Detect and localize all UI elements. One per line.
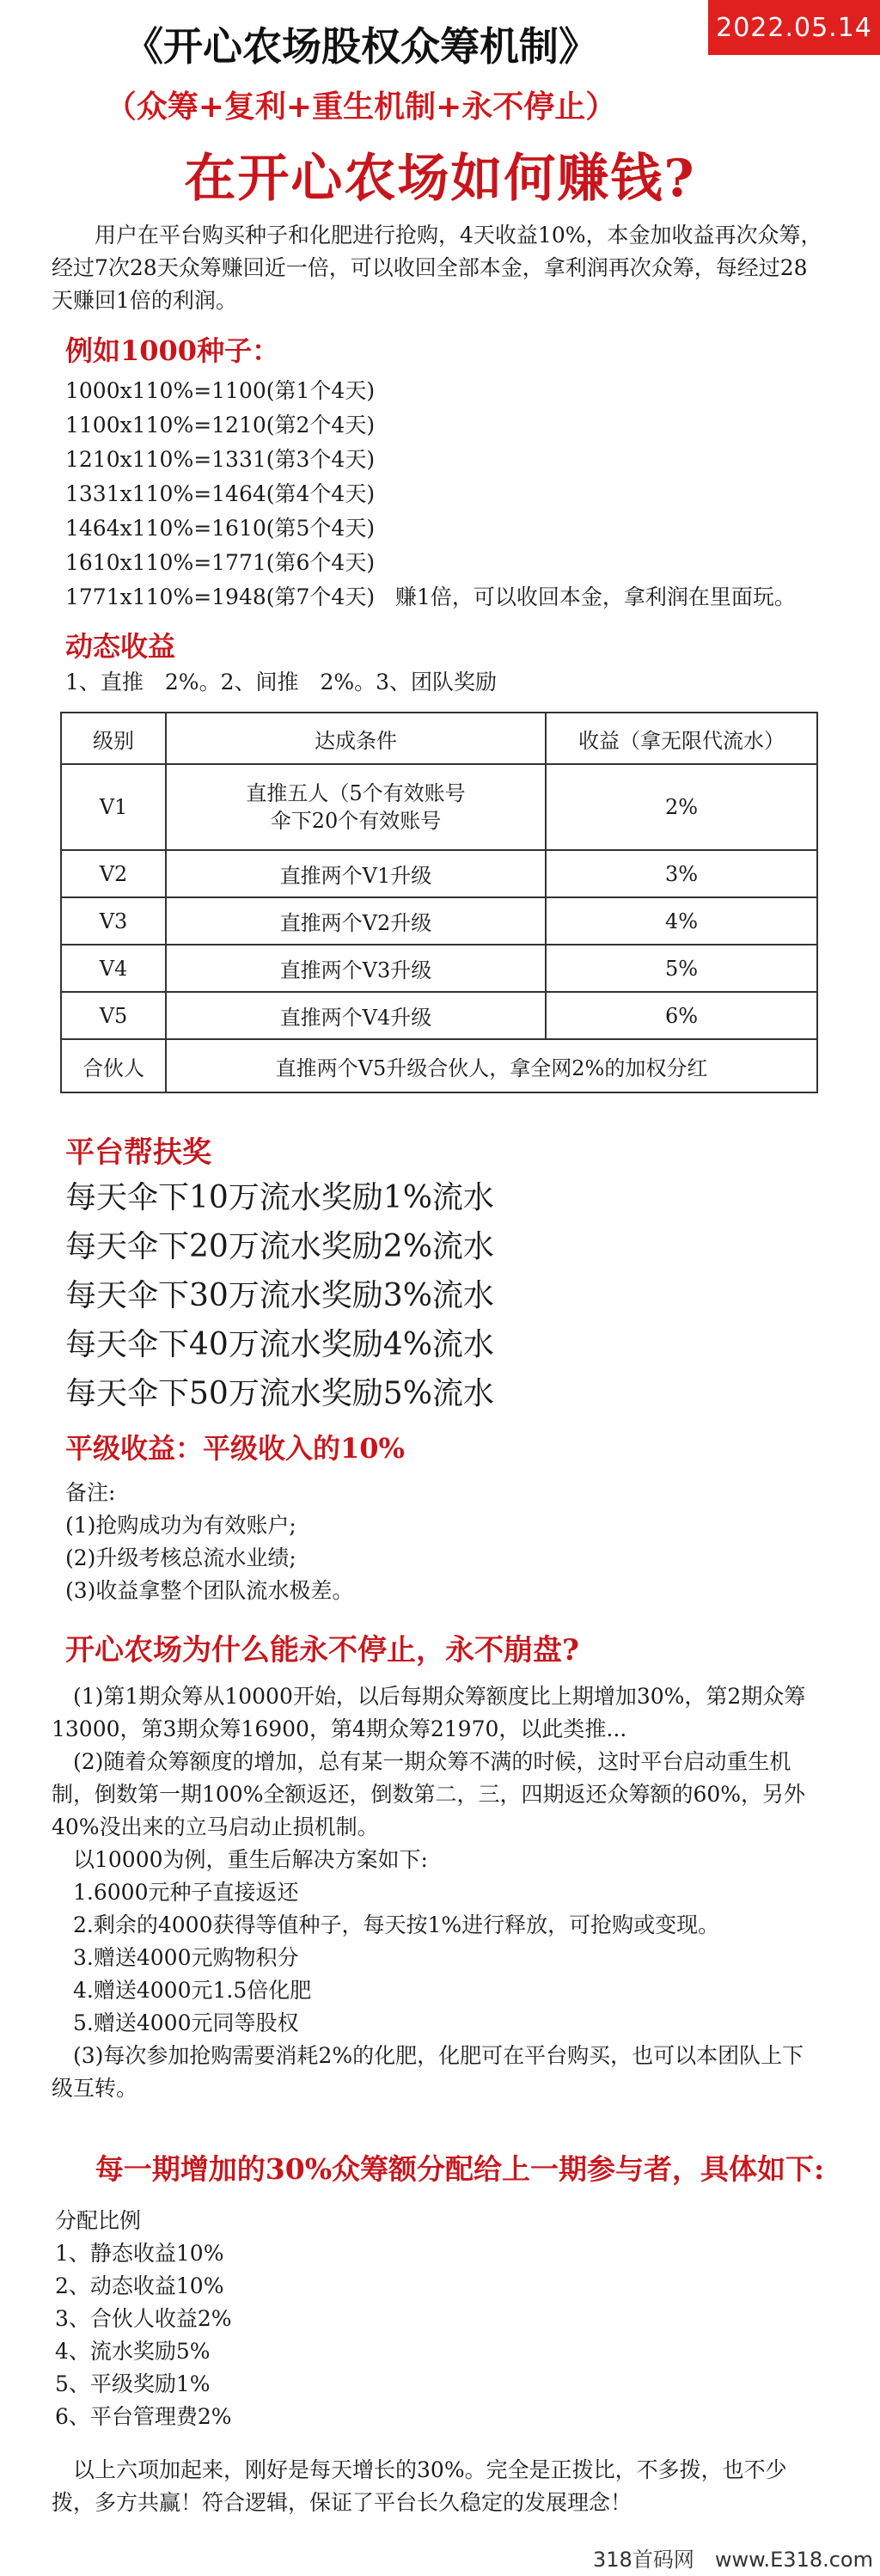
- distribution-item: 1、静态收益10%: [55, 2241, 224, 2266]
- level-table: [60, 712, 818, 1093]
- why-line: (1)第1期众筹从10000开始，以后每期众筹额度比上期增加30%，第2期众筹: [52, 1684, 806, 1709]
- why-line: 级互转。: [52, 2076, 138, 2101]
- row-reward: 6%: [546, 992, 817, 1039]
- calc-line: 1610x110%=1771(第6个4天): [65, 550, 376, 575]
- table-row-partner: [61, 1039, 817, 1092]
- table-row: [61, 764, 817, 850]
- why-line: 3.赠送4000元购物积分: [52, 1945, 299, 1970]
- header-level: 级别: [61, 713, 166, 764]
- headline: 在开心农场如何赚钱?: [184, 149, 696, 209]
- distribution-closing: [52, 2454, 868, 2519]
- distribution-item: 4、流水奖励5%: [55, 2339, 211, 2364]
- table-row: [61, 850, 817, 897]
- note-line: (1)抢购成功为有效账户;: [65, 1513, 296, 1538]
- why-line: 2.剩余的4000获得等值种子，每天按1%进行释放，可抢购或变现。: [52, 1912, 720, 1937]
- row-condition: 直推两个V4升级: [166, 992, 546, 1039]
- distribution-list: [55, 2205, 232, 2433]
- why-line: 1.6000元种子直接返还: [52, 1880, 299, 1905]
- intro-line: 天赚回1倍的利润。: [52, 288, 237, 313]
- date-badge: 2022.05.14: [708, 0, 880, 55]
- why-paragraphs: [52, 1680, 868, 2105]
- note-line: (2)升级考核总流水业绩;: [65, 1545, 296, 1570]
- peer-heading: 平级收益：平级收入的10%: [65, 1432, 405, 1465]
- support-list: [65, 1173, 494, 1418]
- why-line: (2)随着众筹额度的增加，总有某一期众筹不满的时候，这时平台启动重生机: [52, 1749, 791, 1774]
- row-reward: 5%: [546, 945, 817, 992]
- why-line: (3)每次参加抢购需要消耗2%的化肥，化肥可在平台购买，也可以本团队上下: [52, 2043, 804, 2068]
- row-reward: 3%: [546, 850, 817, 897]
- support-line: 每天伞下50万流水奖励5%流水: [65, 1376, 494, 1411]
- row-reward: 4%: [546, 897, 817, 945]
- calc-line: 1000x110%=1100(第1个4天): [65, 378, 376, 403]
- support-line: 每天伞下40万流水奖励4%流水: [65, 1327, 494, 1362]
- dynamic-line: 1、直推 2%。2、间推 2%。3、团队奖励: [65, 670, 498, 694]
- why-line: 5.赠送4000元同等股权: [52, 2010, 299, 2035]
- calc-line: 1100x110%=1210(第2个4天): [65, 413, 376, 437]
- row-condition: 直推两个V2升级: [166, 897, 546, 945]
- row-level: V4: [61, 945, 166, 992]
- row-condition: 直推两个V1升级: [166, 850, 546, 897]
- closing-line: 以上六项加起来，刚好是每天增长的30%。完全是正拨比，不多拨，也不少: [52, 2457, 787, 2482]
- peer-notes: [65, 1477, 353, 1607]
- note-line: (3)收益拿整个团队流水极差。: [65, 1578, 354, 1603]
- intro-paragraph: [52, 219, 859, 317]
- row-level: 合伙人: [61, 1039, 166, 1092]
- intro-line: 用户在平台购买种子和化肥进行抢购，4天收益10%，本金加收益再次众筹，: [52, 223, 822, 248]
- condition-line: 伞下20个有效账号: [270, 809, 442, 833]
- distribution-item: 5、平级奖励1%: [55, 2371, 211, 2396]
- table-row: [61, 992, 817, 1039]
- row-reward: 2%: [546, 764, 817, 850]
- distribution-item: 3、合伙人收益2%: [55, 2306, 232, 2331]
- row-level: V1: [61, 764, 166, 850]
- header-reward: 收益（拿无限代流水）: [546, 713, 817, 764]
- header-condition: 达成条件: [166, 713, 546, 764]
- why-heading: 开心农场为什么能永不停止，永不崩盘?: [65, 1633, 579, 1667]
- support-heading: 平台帮扶奖: [65, 1135, 211, 1170]
- calc-line: 1464x110%=1610(第5个4天): [65, 516, 376, 541]
- table-header-row: [61, 713, 817, 764]
- intro-line: 经过7次28天众筹赚回近一倍，可以收回全部本金，拿利润再次众筹，每经过28: [52, 255, 808, 280]
- calc-line: 1331x110%=1464(第4个4天): [65, 481, 376, 506]
- distribution-title: 分配比例: [55, 2208, 142, 2233]
- calc-line: 1210x110%=1331(第3个4天): [65, 447, 376, 472]
- why-line: 40%没出来的立马启动止损机制。: [52, 1814, 379, 1839]
- row-condition: [166, 764, 546, 850]
- row-level: V5: [61, 992, 166, 1039]
- distribution-item: 6、平台管理费2%: [55, 2404, 232, 2429]
- row-level: V3: [61, 897, 166, 945]
- why-line: 制，倒数第一期100%全额返还，倒数第二，三，四期返还众筹额的60%，另外: [52, 1782, 806, 1807]
- example-calculations: [65, 374, 375, 615]
- site-watermark: 318首码网 www.E318.com: [593, 2548, 873, 2572]
- support-line: 每天伞下30万流水奖励3%流水: [65, 1278, 494, 1313]
- row-condition: 直推两个V3升级: [166, 945, 546, 992]
- page-subtitle: （众筹+复利+重生机制+永不停止）: [105, 89, 617, 125]
- dynamic-heading: 动态收益: [65, 630, 176, 663]
- support-line: 每天伞下10万流水奖励1%流水: [65, 1180, 494, 1215]
- distribution-item: 2、动态收益10%: [55, 2273, 224, 2298]
- row-level: V2: [61, 850, 166, 897]
- note-line: 备注:: [65, 1480, 116, 1505]
- table-row: [61, 945, 817, 992]
- why-line: 4.赠送4000元1.5倍化肥: [52, 1978, 312, 2003]
- distribution-heading: 每一期增加的30%众筹额分配给上一期参与者，具体如下:: [95, 2152, 825, 2186]
- calc-line: 1771x110%=1948(第7个4天): [65, 584, 376, 609]
- row-partner-condition: 直推两个V5升级合伙人，拿全网2%的加权分红: [166, 1039, 817, 1092]
- table-row: [61, 897, 817, 945]
- condition-line: 直推五人（5个有效账号: [246, 781, 466, 805]
- support-line: 每天伞下20万流水奖励2%流水: [65, 1229, 494, 1264]
- why-line: 以10000为例，重生后解决方案如下:: [52, 1847, 428, 1872]
- why-line: 13000，第3期众筹16900，第4期众筹21970，以此类推...: [52, 1716, 627, 1741]
- example-heading: 例如1000种子：: [65, 334, 280, 367]
- page-title: 《开心农场股权众筹机制》: [124, 23, 598, 70]
- example-note: 赚1倍，可以收回本金，拿利润在里面玩。: [395, 584, 796, 609]
- closing-line: 拨，多方共赢！符合逻辑，保证了平台长久稳定的发展理念！: [52, 2490, 632, 2515]
